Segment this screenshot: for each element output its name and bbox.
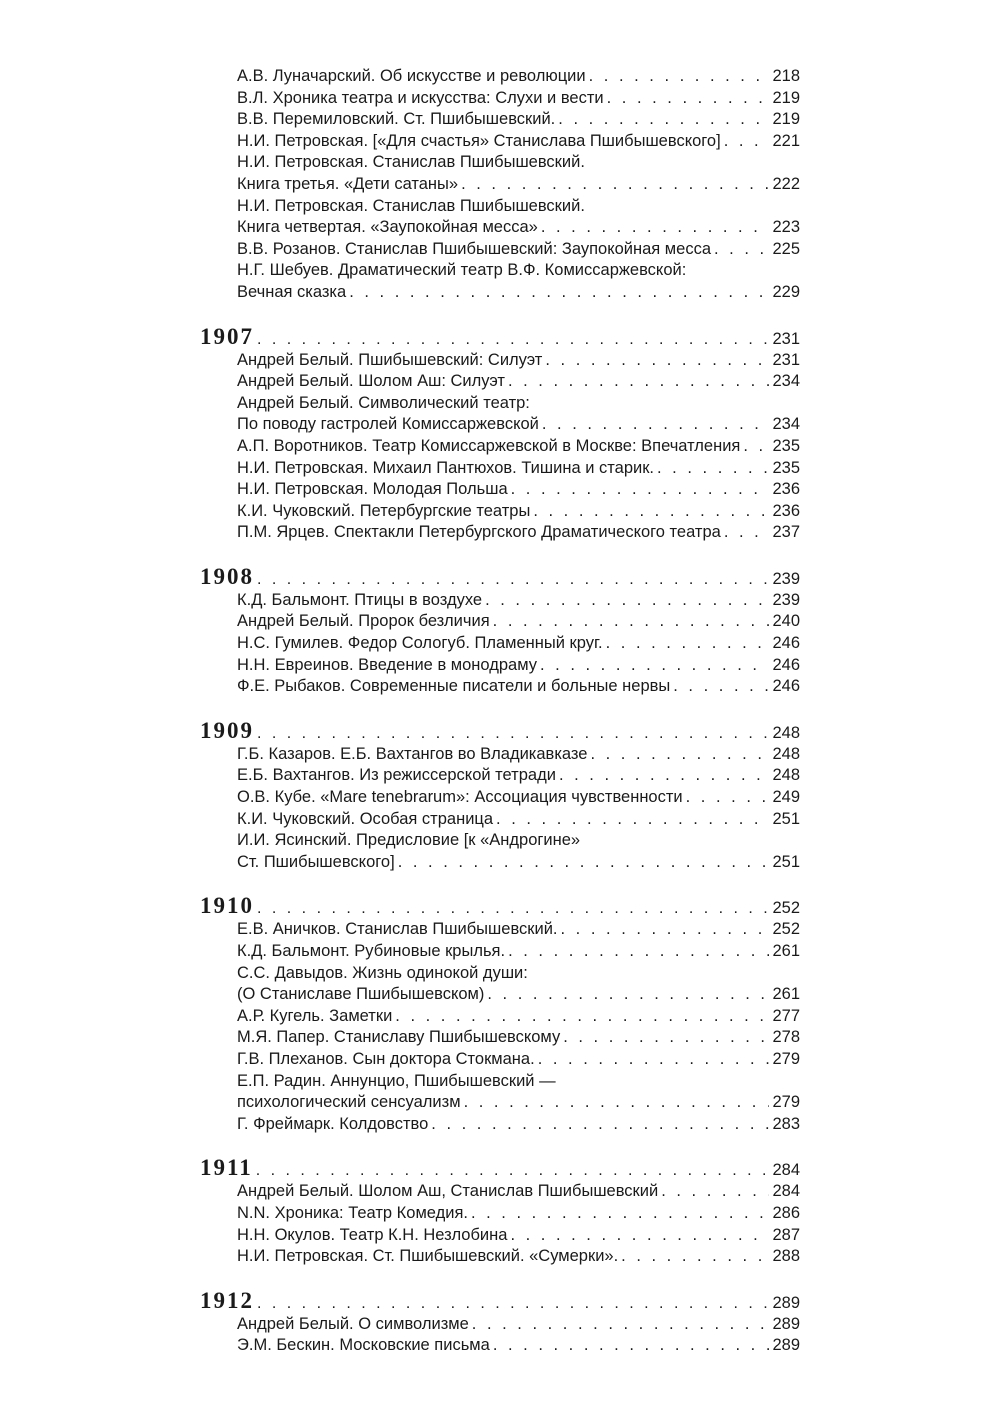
toc-entry[interactable]: [237, 350, 800, 372]
dot-leader: [257, 900, 769, 918]
entry-title: В.Л. Хроника театра и искусства: Слухи и вести: [237, 88, 604, 107]
entry-title: Книга третья. «Дети сатаны»: [237, 174, 459, 193]
page-number: 278: [772, 1028, 800, 1047]
dot-leader: [540, 655, 769, 677]
entry-title: К.И. Чуковский. Петербургские театры: [237, 501, 531, 520]
dot-leader: [510, 1225, 769, 1247]
year-label: 1910: [200, 893, 254, 919]
year-heading[interactable]: [200, 564, 800, 590]
page-number: 239: [772, 590, 800, 609]
page-number: 283: [772, 1114, 800, 1133]
page-number: 284: [772, 1161, 800, 1180]
dot-leader: [673, 676, 769, 698]
entry-title: А.В. Луначарский. Об искусстве и революции: [237, 67, 586, 85]
entry-line: Н.И. Петровская. Станислав Пшибышевский.: [237, 196, 585, 215]
entry-title: По поводу гастролей Комиссаржевской: [237, 415, 539, 434]
dot-leader: [472, 1314, 769, 1336]
dot-leader: [541, 217, 769, 239]
toc-entry[interactable]: [237, 765, 800, 787]
entry-title: Н.И. Петровская. Ст. Пшибышевский. «Сумерки».: [237, 1247, 619, 1266]
page-number: 234: [772, 415, 800, 434]
dot-leader: [256, 1162, 769, 1180]
dot-leader: [724, 522, 769, 544]
entry-title: Андрей Белый. Шолом Аш, Станислав Пшибышевский: [237, 1182, 659, 1201]
page-number: 246: [772, 677, 800, 696]
page-number: 252: [772, 899, 800, 918]
dot-leader: [398, 852, 769, 874]
entry-title: Андрей Белый. Шолом Аш: Силуэт: [237, 372, 505, 391]
entry-title: Н.С. Гумилев. Федор Сологуб. Пламенный круг.: [237, 634, 603, 653]
dot-leader: [542, 414, 769, 436]
dot-leader: [724, 131, 769, 153]
dot-leader: [257, 725, 769, 743]
toc-section: [200, 1155, 800, 1267]
dot-leader: [493, 611, 769, 633]
entry-line: Н.И. Петровская. Станислав Пшибышевский.: [237, 153, 585, 172]
dot-leader: [538, 1049, 769, 1071]
toc-section: [200, 893, 800, 1135]
dot-leader: [607, 88, 769, 110]
dot-leader: [395, 1006, 769, 1028]
page-number: 219: [772, 110, 800, 129]
page-number: 252: [772, 920, 800, 939]
page-number: 289: [772, 1336, 800, 1355]
entry-title: Н.И. Петровская. Михаил Пантюхов. Тишина и старик.: [237, 458, 655, 477]
page-number: 246: [772, 634, 800, 653]
toc-entry[interactable]: [237, 414, 800, 436]
toc-section: [200, 66, 800, 304]
entry-title: Н.Н. Евреинов. Введение в монодраму: [237, 655, 537, 674]
toc-entry[interactable]: [237, 1335, 800, 1357]
entry-title: Н.И. Петровская. [«Для счастья» Станислава Пшибышевского]: [237, 131, 721, 150]
page-number: 235: [772, 458, 800, 477]
page-number: 284: [772, 1182, 800, 1201]
dot-leader: [590, 744, 769, 766]
entry-title: Андрей Белый. Пророк безличия: [237, 612, 490, 631]
entry-title: N.N. Хроника: Театр Комедия.: [237, 1203, 468, 1222]
entry-title: психологический сенсуализм: [237, 1093, 461, 1112]
page-number: 236: [772, 480, 800, 499]
dot-leader: [558, 109, 769, 131]
entry-title: К.Д. Бальмонт. Птицы в воздухе: [237, 590, 483, 609]
page-number: 261: [772, 985, 800, 1004]
entry-title: П.М. Ярцев. Спектакли Петербургского Драматического театра: [237, 523, 721, 542]
page-number: 239: [772, 569, 800, 588]
year-label: 1912: [200, 1287, 254, 1313]
page-number: 240: [772, 612, 800, 631]
toc-entry[interactable]: [237, 479, 800, 501]
entry-line: Н.Г. Шебуев. Драматический театр В.Ф. Комиссаржевской:: [237, 261, 687, 280]
entry-title: А.П. Воротников. Театр Комиссаржевской в Москве: Впечатления: [237, 436, 741, 455]
entry-title: Андрей Белый. О символизме: [237, 1314, 469, 1333]
toc-entry[interactable]: [237, 458, 800, 480]
toc-entry[interactable]: [237, 109, 800, 131]
entry-title: Ф.Е. Рыбаков. Современные писатели и больные нервы: [237, 677, 671, 696]
year-heading[interactable]: [200, 324, 800, 350]
toc-entry[interactable]: [237, 1246, 800, 1268]
year-label: 1911: [200, 1155, 253, 1181]
page-number: 229: [772, 282, 800, 301]
page-number: 251: [772, 809, 800, 828]
dot-leader: [508, 371, 769, 393]
page-number: 246: [772, 655, 800, 674]
dot-leader: [686, 787, 769, 809]
page-number: 222: [772, 174, 800, 193]
entry-title: Н.Н. Окулов. Театр К.Н. Незлобина: [237, 1225, 508, 1244]
toc-entry[interactable]: [237, 1049, 800, 1071]
dot-leader: [589, 66, 769, 88]
entry-title: К.И. Чуковский. Особая страница: [237, 809, 494, 828]
dot-leader: [461, 174, 769, 196]
toc-entry[interactable]: [237, 852, 800, 874]
toc-entry[interactable]: [237, 1006, 800, 1028]
toc-entry[interactable]: [237, 131, 800, 153]
page-number: 287: [772, 1225, 800, 1244]
page-number: 279: [772, 1093, 800, 1112]
dot-leader: [493, 1335, 769, 1357]
page-number: 235: [772, 436, 800, 455]
dot-leader: [257, 331, 769, 349]
toc-entry[interactable]: [237, 984, 800, 1006]
page-number: 288: [772, 1247, 800, 1266]
toc-section: [200, 324, 800, 544]
toc-entry[interactable]: [237, 88, 800, 110]
toc-section: [200, 1288, 800, 1357]
entry-title: Вечная сказка: [237, 282, 347, 301]
page-number: 248: [772, 723, 800, 742]
entry-title: Е.Б. Вахтангов. Из режиссерской тетради: [237, 766, 556, 785]
dot-leader: [533, 501, 769, 523]
dot-leader: [545, 350, 769, 372]
toc-entry[interactable]: [237, 66, 800, 88]
entry-title: Г. Фреймарк. Колдовство: [237, 1114, 429, 1133]
toc-entry[interactable]: [237, 1203, 800, 1225]
entry-title: Ст. Пшибышевского]: [237, 852, 395, 871]
dot-leader: [257, 1295, 769, 1313]
page-number: 249: [772, 788, 800, 807]
entry-title: А.Р. Кугель. Заметки: [237, 1006, 393, 1025]
entry-title: Г.В. Плеханов. Сын доктора Стокмана.: [237, 1049, 535, 1068]
dot-leader: [464, 1092, 769, 1114]
toc-entry[interactable]: [237, 1225, 800, 1247]
dot-leader: [561, 919, 769, 941]
entry-title: Н.И. Петровская. Молодая Польша: [237, 480, 508, 499]
toc-entry[interactable]: [237, 1092, 800, 1114]
year-label: 1908: [200, 563, 254, 589]
entry-title: Книга четвертая. «Заупокойная месса»: [237, 218, 538, 237]
page-number: 231: [772, 350, 800, 369]
year-heading[interactable]: [200, 893, 800, 919]
dot-leader: [621, 1246, 769, 1268]
dot-leader: [657, 458, 769, 480]
page-number: 236: [772, 501, 800, 520]
toc-entry[interactable]: [237, 1114, 800, 1136]
entry-line: Андрей Белый. Символический театр:: [237, 393, 530, 412]
dot-leader: [714, 239, 769, 261]
page-number: 218: [772, 67, 800, 85]
year-heading[interactable]: [200, 1155, 800, 1181]
toc-section: [200, 718, 800, 874]
page-number: 221: [772, 131, 800, 150]
entry-title: В.В. Розанов. Станислав Пшибышевский: Заупокойная месса: [237, 239, 712, 258]
dot-leader: [511, 479, 769, 501]
dot-leader: [349, 282, 769, 304]
dot-leader: [508, 941, 769, 963]
dot-leader: [257, 571, 769, 589]
toc-entry[interactable]: [237, 239, 800, 261]
toc-entry[interactable]: [237, 1314, 800, 1336]
page-number: 289: [772, 1293, 800, 1312]
page-number: 234: [772, 372, 800, 391]
dot-leader: [661, 1181, 769, 1203]
toc-entry[interactable]: [237, 590, 800, 612]
toc-entry[interactable]: [237, 1181, 800, 1203]
dot-leader: [743, 436, 769, 458]
dot-leader: [431, 1114, 769, 1136]
toc-entry[interactable]: [237, 501, 800, 523]
dot-leader: [485, 590, 769, 612]
page-number: 289: [772, 1314, 800, 1333]
page-number: 248: [772, 766, 800, 785]
entry-line: С.С. Давыдов. Жизнь одинокой души:: [237, 963, 528, 982]
entry-title: Г.Б. Казаров. Е.Б. Вахтангов во Владикавказе: [237, 744, 588, 763]
toc-entry[interactable]: [237, 282, 800, 304]
entry-title: М.Я. Папер. Станиславу Пшибышевскому: [237, 1028, 561, 1047]
dot-leader: [606, 633, 769, 655]
toc-entry[interactable]: [237, 941, 800, 963]
dot-leader: [563, 1027, 769, 1049]
page-number: 237: [772, 523, 800, 542]
page-number: 219: [772, 88, 800, 107]
page-number: 286: [772, 1203, 800, 1222]
toc-entry[interactable]: [237, 676, 800, 698]
entry-title: (О Станиславе Пшибышевском): [237, 985, 485, 1004]
dot-leader: [496, 809, 769, 831]
table-of-contents: [200, 66, 800, 1377]
year-label: 1907: [200, 323, 254, 349]
entry-title: О.В. Кубе. «Mare tenebrarum»: Ассоциация чувственности: [237, 788, 683, 807]
year-heading[interactable]: [200, 718, 800, 744]
entry-title: В.В. Перемиловский. Ст. Пшибышевский.: [237, 110, 556, 129]
dot-leader: [487, 984, 769, 1006]
toc-entry[interactable]: [237, 174, 800, 196]
toc-entry[interactable]: [237, 522, 800, 544]
toc-entry[interactable]: [237, 787, 800, 809]
entry-title: Андрей Белый. Пшибышевский: Силуэт: [237, 350, 543, 369]
toc-entry[interactable]: [237, 744, 800, 766]
entry-title: Е.В. Аничков. Станислав Пшибышевский.: [237, 920, 558, 939]
page-number: 231: [772, 329, 800, 348]
page-number: 261: [772, 942, 800, 960]
page-number: 251: [772, 852, 800, 871]
entry-title: Э.М. Бескин. Московские письма: [237, 1336, 490, 1355]
toc-entry[interactable]: [237, 655, 800, 677]
entry-title: К.Д. Бальмонт. Рубиновые крылья.: [237, 942, 506, 960]
page-number: 279: [772, 1049, 800, 1068]
page-number: 225: [772, 239, 800, 258]
entry-line: И.И. Ясинский. Предисловие [к «Андрогине»: [237, 831, 581, 850]
entry-line: Е.П. Радин. Аннунцио, Пшибышевский —: [237, 1071, 556, 1090]
year-heading[interactable]: [200, 1288, 800, 1314]
toc-entry[interactable]: [237, 809, 800, 831]
dot-leader: [471, 1203, 769, 1225]
year-label: 1909: [200, 717, 254, 743]
page-number: 277: [772, 1006, 800, 1025]
toc-entry[interactable]: [237, 1027, 800, 1049]
toc-section: [200, 564, 800, 698]
page-number: 223: [772, 218, 800, 237]
page-number: 248: [772, 744, 800, 763]
toc-entry[interactable]: [237, 217, 800, 239]
toc-entry[interactable]: [237, 436, 800, 458]
toc-entry[interactable]: [237, 633, 800, 655]
toc-entry[interactable]: [237, 919, 800, 941]
toc-entry[interactable]: [237, 371, 800, 393]
dot-leader: [559, 765, 769, 787]
toc-entry[interactable]: [237, 611, 800, 633]
